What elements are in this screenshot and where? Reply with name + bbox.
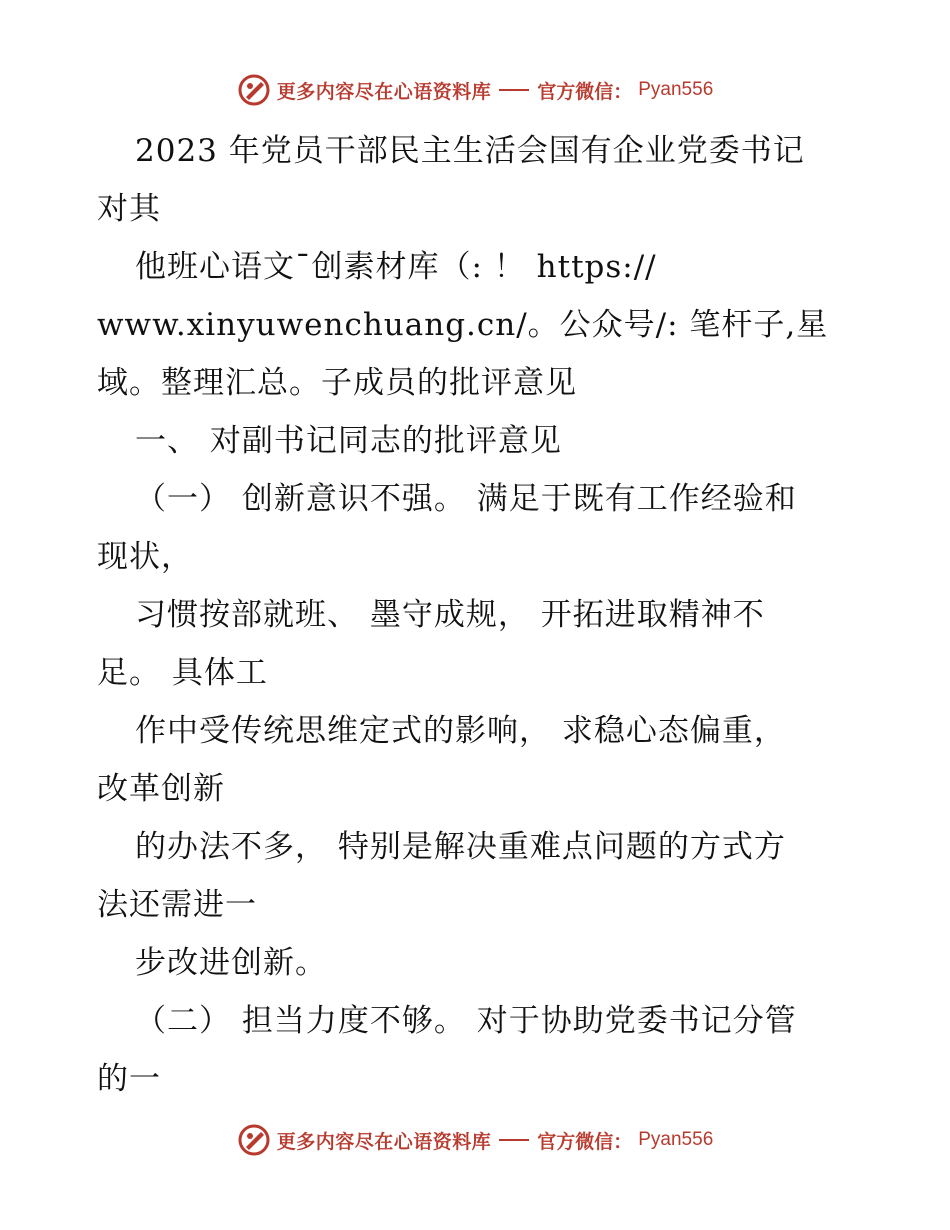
doc-subheading-1: （一） 创新意识不强。 满足于既有工作经验和: [135, 481, 797, 517]
header-weixin-id: Pyan556: [638, 79, 714, 100]
doc-line-13: 的办法不多， 特别是解决重难点问题的方式方: [135, 829, 786, 865]
doc-line-10: 足。 具体工: [97, 655, 268, 691]
doc-line-5: 域。整理汇总。子成员的批评意见: [97, 365, 577, 401]
footer-brand-text: 更多内容尽在心语资料库: [276, 1130, 492, 1153]
doc-line-12: 改革创新: [97, 771, 225, 807]
doc-line-8: 现状，: [97, 539, 193, 575]
footer-weixin-label: 官方微信：: [537, 1130, 633, 1153]
doc-subheading-2: （二） 担当力度不够。 对于协助党委书记分管: [135, 1003, 797, 1039]
doc-line-title-2: 对其: [97, 191, 161, 227]
doc-line-title-1: 2023 年党员干部民主生活会国有企业党委书记: [135, 133, 805, 169]
doc-line-17: 的一: [97, 1061, 161, 1097]
header-brand-text: 更多内容尽在心语资料库: [276, 80, 492, 103]
footer-dash-divider: [499, 1139, 529, 1141]
doc-line-9: 习惯按部就班、 墨守成规， 开拓进取精神不: [135, 597, 765, 633]
doc-line-11: 作中受传统思维定式的影响， 求稳心态偏重，: [135, 713, 786, 749]
brand-logo-icon: [237, 1123, 271, 1157]
header-weixin-label: 官方微信：: [537, 80, 633, 103]
doc-line-3: 他班心语文¯创素材库（: ！ https://: [135, 249, 657, 285]
doc-heading-section-1: 一、 对副书记同志的批评意见: [135, 423, 562, 459]
document-body: [97, 122, 867, 1108]
doc-line-4: www.xinyuwenchuang.cn/。公众号/: 笔杆子,星: [97, 307, 829, 343]
header-watermark-banner: [0, 70, 950, 110]
header-dash-divider: [499, 89, 529, 91]
footer-weixin-id: Pyan556: [638, 1129, 714, 1150]
doc-line-14: 法还需进一: [97, 887, 257, 923]
footer-watermark-banner: [0, 1120, 950, 1160]
brand-logo-icon: [237, 73, 271, 107]
doc-line-15: 步改进创新。: [135, 945, 327, 981]
